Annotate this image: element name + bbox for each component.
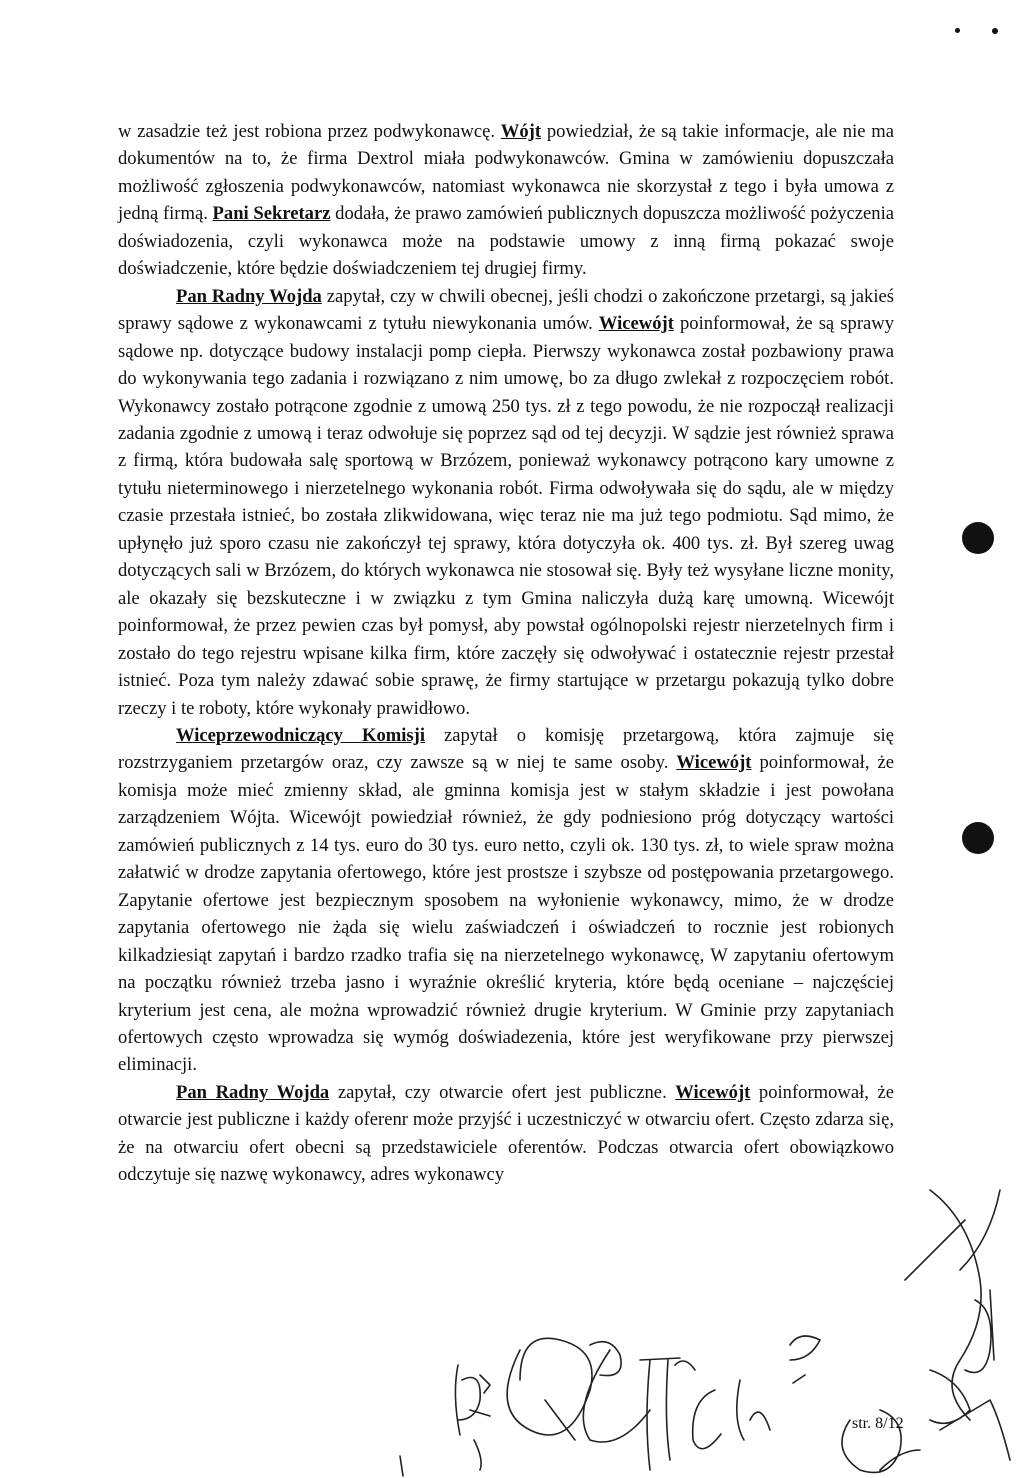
speaker-name: Wicewójt — [675, 1081, 751, 1103]
speaker-name: Wiceprzewodniczący Komisji — [176, 724, 425, 746]
speaker-name: Pan Radny Wojda — [176, 1081, 330, 1103]
paragraph-text: poinformował, że otwarcie jest publiczne i każdy oferenr może przyjść i uczestniczyć w otwarciu ofert. Często zdarza się, że na otwarciu ofert obecni są przedstawiciele oferentów. Podczas otwarcia ofert obowiązkowo odczytuje się nazwę wykonawcy, adres wykonawcy — [118, 1081, 895, 1186]
speaker-name: Pani Sekretarz — [212, 203, 331, 225]
speaker-name: Wójt — [500, 121, 542, 142]
page-number: str. 8/12 — [852, 1415, 904, 1432]
speaker-name: Pan Radny Wojda — [176, 285, 322, 307]
paragraph-text: poinformował, że komisja może mieć zmienny skład, ale gminna komisja jest w stałym składzie i jest powołana zarządzeniem Wójta. Wicewójt powiedział również, że gdy podniesiono próg dotyczący wartości zamówień publicznych z 14 tys. euro do 30 tys. euro netto, czyli ok. 130 tys. zł, to wiele spraw można załatwić w drodze zapytania ofertowego, które jest prostsze i szybsze od postępowania przetargowego. Zapytanie ofertowe jest bezpiecznym sposobem na wyłonienie wykonawcy, mimo, że w drodze zapytania ofertowego nie żąda się wielu zaświadczeń i oświadczeń to rocznie jest robionych kilkadziesiąt zapytań i bardzo rzadko trafia się na nierzetelnego wykonawcę, W zapytaniu ofertowym na początku również trzeba jasno i wyraźnie określić kryteria, które będą oceniane – najczęściej kryterium jest cena, ale można wprowadzić również drugie kryterium. W Gminie przy zapytaniach ofertowych często wprowadza się wymóg doświadezenia, które jest weryfikowane przy pierwszej eliminacji. — [118, 752, 894, 1076]
paragraph-text: poinformował, że są sprawy sądowe np. dotyczące budowy instalacji pomp ciepła. Pierwszy wykonawca został pozbawiony prawa do wykonywania tego zadania i rozwiązano z nim umowę, bo za długo zwlekał z rozpoczęciem robót. Wykonawcy zostało potrącone zgodnie z umową 250 tys. zł z tego powodu, że nie rozpoczął realizacji zadania zgodnie z umową i teraz odwołuje się poprzez sąd od tej decyzji. W sądzie jest również sprawa z firmą, która budowała salę sportową w Brzózem, ponieważ wykonawcy potrącono kary umowne z tytułu nieterminowego i nierzetelnego wykonania robót. Firma odwoływała się do sądu, ale w między czasie przestała istnieć, bo została zlikwidowana, więc teraz nie ma już tego podmiotu. Sąd mimo, że upłynęło już sporo czasu nie zakończył tej sprawy, która dotyczyła ok. 400 tys. zł. Był szereg uwag dotyczących sali w Brzózem, do których wykonawca nie stosował się. Były też wysyłane liczne monity, ale okazały się bezskuteczne i w związku z tym Gmina naliczyła dużą karę umowną. Wicewójt poinformował, że przez pewien czas był pomysł, aby powstał ogólnopolski rejestr nierzetelnych firm i zostało do tego rejestru wpisane kilka firm, które zaczęły się odwoływać i ostatecznie rejestr przestał istnieć. Poza tym należy zdawać sobie sprawę, że firmy startujące w przetargu pokazują tylko dobre rzeczy i te roboty, które wykonały prawidłowo. — [118, 313, 894, 719]
paragraph-text: dodała, że prawo zamówień publicznych dopuszcza możliwość pożyczenia doświadozenia, czyli wykonawca może na podstawie umowy z inną firmą pokazać swoje doświadczenie, które będzie doświadczeniem tej drugiej firmy. — [118, 203, 894, 280]
paragraph-text: powiedział, że są takie informacje, ale nie ma dokumentów na to, że firma Dextrol miała podwykonawców. Gmina w zamówieniu dopuszczała możliwość zgłoszenia podwykonawców, natomiast wykonawca nie skorzystał z tego i była umowa z jedną firmą. — [118, 121, 894, 225]
paragraph-text: zapytał o komisję przetargową, która zajmuje się rozstrzyganiem przetargów oraz, czy zawsze są w niej te same osoby. — [118, 724, 894, 774]
speaker-name: Wicewójt — [676, 752, 752, 774]
paragraph-text: w zasadzie też jest robiona przez podwykonawcę. — [118, 121, 501, 142]
speaker-name: Wicewójt — [598, 313, 674, 335]
paragraph-text: zapytał, czy w chwili obecnej, jeśli chodzi o zakończone przetargi, są jakieś sprawy sądowe z wykonawcami z tytułu niewykonania umów. — [118, 285, 894, 335]
paragraph-text: zapytał, czy otwarcie ofert jest publiczne. — [329, 1081, 676, 1103]
